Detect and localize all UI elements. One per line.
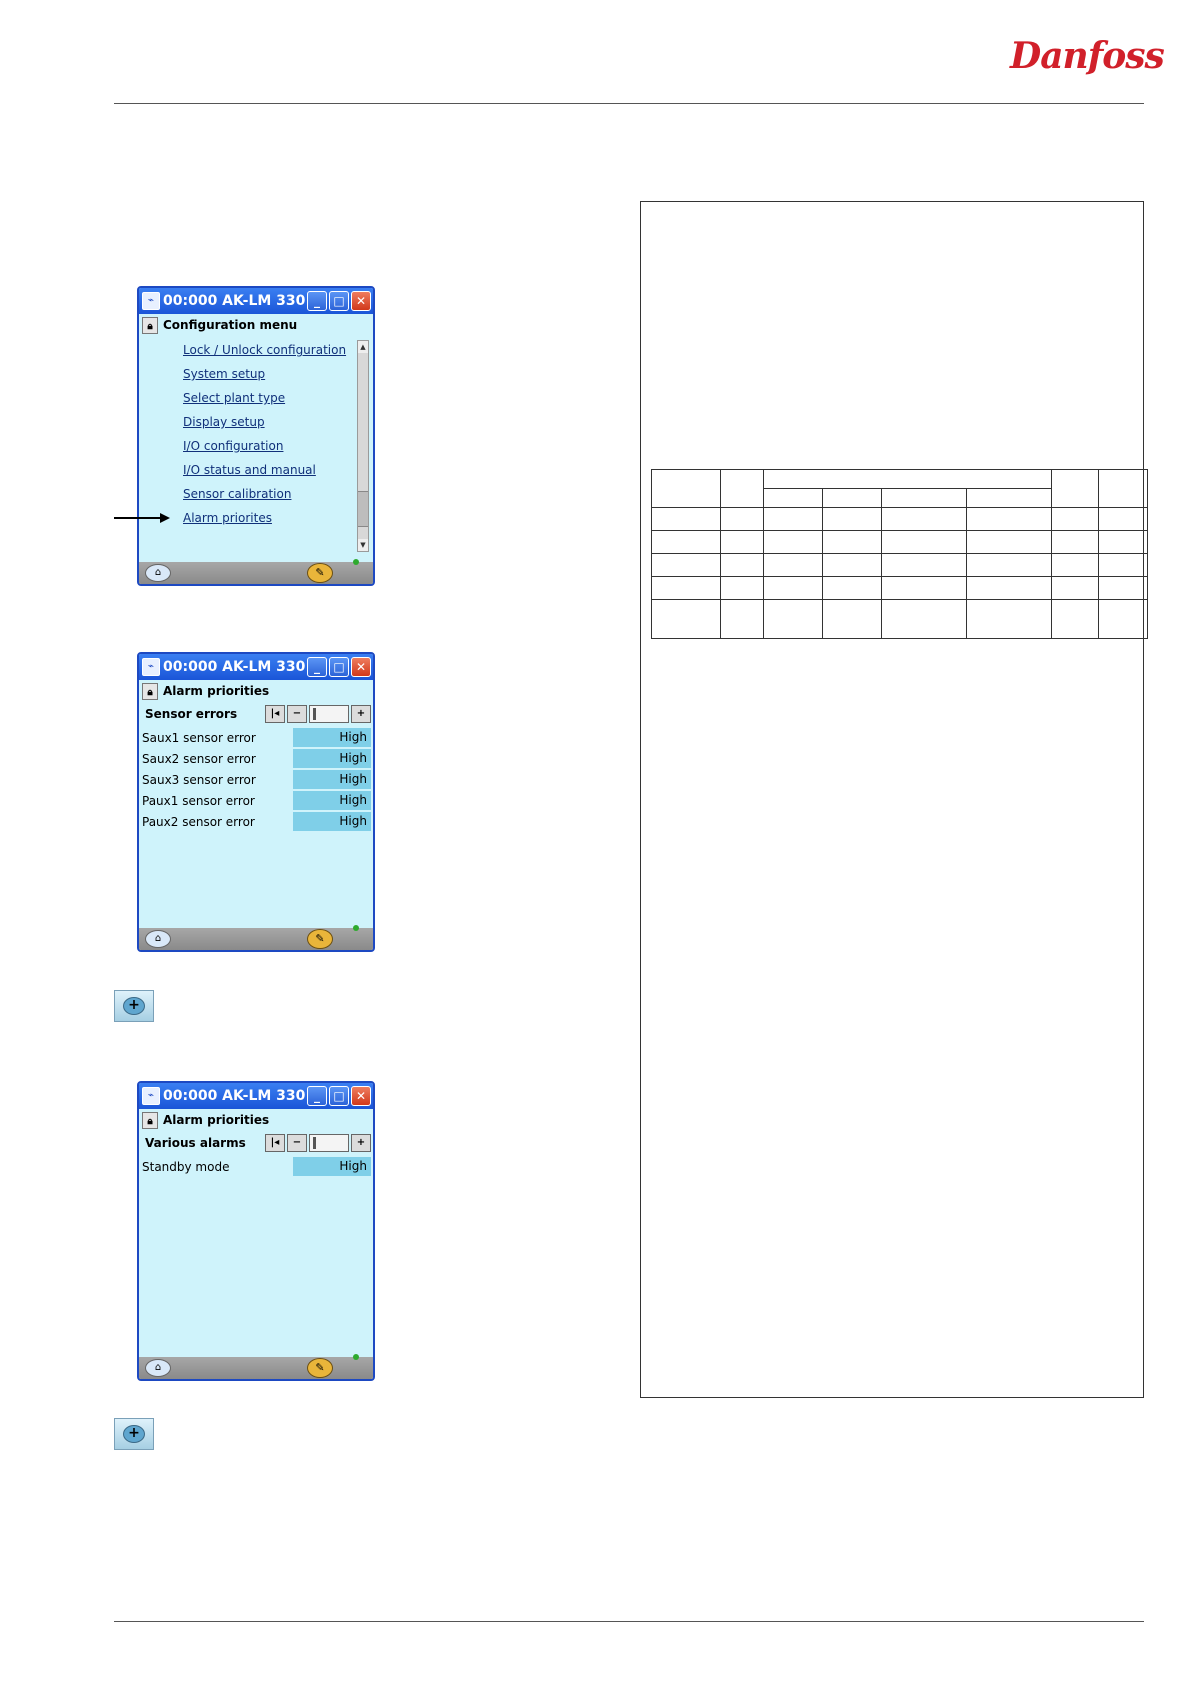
thermostat-icon: ⌁ [142, 292, 160, 310]
table-cell [1052, 531, 1099, 554]
table-cell [882, 531, 967, 554]
list-item [142, 769, 371, 790]
group-title: Sensor errors [145, 707, 238, 721]
table-cell [967, 600, 1052, 639]
maximize-icon[interactable]: □ [329, 657, 349, 677]
empty-table [651, 469, 1148, 639]
table-cell [721, 508, 764, 531]
window-title: 00:000 AK-LM 330 [163, 293, 306, 309]
status-led-icon [353, 1354, 359, 1360]
pointer-arrow-head [160, 513, 170, 523]
table-row [652, 577, 1148, 600]
priority-value[interactable]: High [293, 749, 371, 768]
table-cell [721, 470, 764, 508]
pointer-arrow-line [114, 517, 160, 519]
table-cell [823, 489, 882, 508]
scroll-thumb[interactable] [358, 491, 368, 527]
table-cell [967, 508, 1052, 531]
window-titlebar[interactable] [139, 654, 373, 680]
group-title: Various alarms [145, 1136, 246, 1150]
menu-header-label: Configuration menu [163, 318, 298, 332]
menu-header-label: Alarm priorities [163, 1113, 270, 1127]
header-rule [114, 103, 1144, 104]
window-statusbar [139, 1357, 373, 1379]
window-title: 00:000 AK-LM 330 [163, 659, 306, 675]
row-label: Paux1 sensor error [142, 793, 255, 808]
page-track[interactable] [309, 1134, 349, 1152]
wrench-icon[interactable]: ✎ [307, 563, 333, 583]
danfoss-logo-text: Danfoss [1010, 35, 1164, 77]
window-titlebar[interactable] [139, 288, 373, 314]
plus-next-icon: + [123, 1425, 145, 1443]
row-label: Saux1 sensor error [142, 730, 256, 745]
status-led-icon [353, 559, 359, 565]
window-title: 00:000 AK-LM 330 [163, 1088, 306, 1104]
table-cell [764, 531, 823, 554]
table-cell [882, 577, 967, 600]
wrench-icon[interactable]: ✎ [307, 1358, 333, 1378]
menu-header [139, 314, 373, 336]
table-row [652, 531, 1148, 554]
menu-item-sensor-calibration[interactable]: Sensor calibration [183, 487, 292, 501]
lock-icon[interactable]: 🔒︎ [142, 317, 158, 334]
table-cell [1052, 508, 1099, 531]
table-cell [1052, 600, 1099, 639]
table-cell [967, 531, 1052, 554]
priority-value[interactable]: High [293, 728, 371, 747]
menu-scrollbar[interactable] [357, 340, 369, 552]
wrench-icon[interactable]: ✎ [307, 929, 333, 949]
priority-value[interactable]: High [293, 812, 371, 831]
priority-value[interactable]: High [293, 770, 371, 789]
next-group-button[interactable] [114, 990, 154, 1022]
next-page-icon[interactable]: + [351, 1134, 371, 1152]
footer-rule [114, 1621, 1144, 1622]
priority-value[interactable]: High [293, 791, 371, 810]
table-cell [1099, 531, 1148, 554]
table-cell [1099, 577, 1148, 600]
info-panel [640, 201, 1144, 1398]
table-cell [721, 531, 764, 554]
table-cell [882, 600, 967, 639]
menu-item-display-setup[interactable]: Display setup [183, 415, 265, 429]
table-cell [721, 554, 764, 577]
table-cell [652, 470, 721, 508]
table-cell [764, 554, 823, 577]
config-menu-window [137, 286, 375, 586]
menu-header [139, 1109, 373, 1131]
list-item [142, 790, 371, 811]
table-row [652, 554, 1148, 577]
table-cell [823, 600, 882, 639]
list-item [142, 748, 371, 769]
list-item [142, 811, 371, 832]
lock-icon[interactable]: 🔒︎ [142, 1112, 158, 1129]
menu-item-alarm-priorities[interactable]: Alarm priorites [183, 511, 272, 525]
menu-item-system-setup[interactable]: System setup [183, 367, 266, 381]
minimize-icon[interactable]: _ [307, 291, 327, 311]
plus-next-icon: + [123, 997, 145, 1015]
home-icon[interactable]: ⌂ [145, 1359, 171, 1377]
table-cell [652, 531, 721, 554]
list-item [142, 1156, 371, 1177]
table-cell [882, 554, 967, 577]
table-cell [823, 554, 882, 577]
menu-item-lock-unlock[interactable]: Lock / Unlock configuration [183, 343, 347, 357]
row-label: Paux2 sensor error [142, 814, 255, 829]
row-label: Saux2 sensor error [142, 751, 256, 766]
next-page-icon[interactable]: + [351, 705, 371, 723]
list-item [142, 727, 371, 748]
first-page-icon[interactable]: |◂ [265, 705, 285, 723]
maximize-icon[interactable]: □ [329, 291, 349, 311]
home-icon[interactable]: ⌂ [145, 930, 171, 948]
table-cell [652, 600, 721, 639]
menu-item-plant-type[interactable]: Select plant type [183, 391, 286, 405]
table-cell [1099, 508, 1148, 531]
row-label: Saux3 sensor error [142, 772, 256, 787]
table-cell [882, 489, 967, 508]
next-group-button[interactable] [114, 1418, 154, 1450]
prev-page-icon[interactable]: − [287, 705, 307, 723]
status-led-icon [353, 925, 359, 931]
table-cell [652, 508, 721, 531]
menu-header-label: Alarm priorities [163, 684, 270, 698]
window-statusbar [139, 562, 373, 584]
config-menu-list [183, 342, 346, 534]
various-alarms-window [137, 1081, 375, 1381]
minimize-icon[interactable]: _ [307, 1086, 327, 1106]
table-cell [1099, 470, 1148, 508]
table-row [652, 600, 1148, 639]
table-cell [764, 508, 823, 531]
table-row [652, 508, 1148, 531]
home-icon[interactable]: ⌂ [145, 564, 171, 582]
first-page-icon[interactable]: |◂ [265, 1134, 285, 1152]
page-track[interactable] [309, 705, 349, 723]
table-cell [764, 489, 823, 508]
table-cell [721, 577, 764, 600]
table-cell [721, 600, 764, 639]
table-cell [764, 470, 1052, 489]
thermostat-icon: ⌁ [142, 658, 160, 676]
maximize-icon[interactable]: □ [329, 1086, 349, 1106]
alarm-priority-list [142, 727, 371, 832]
menu-header [139, 680, 373, 702]
lock-icon[interactable]: 🔒︎ [142, 683, 158, 700]
table-cell [967, 577, 1052, 600]
close-icon[interactable]: ✕ [351, 291, 371, 311]
table-cell [1099, 554, 1148, 577]
table-cell [823, 508, 882, 531]
group-navigator [142, 704, 371, 724]
thermostat-icon: ⌁ [142, 1087, 160, 1105]
table-cell [652, 577, 721, 600]
group-navigator [142, 1133, 371, 1153]
table-cell [967, 554, 1052, 577]
scroll-up-icon[interactable]: ▲ [358, 341, 368, 353]
table-cell [652, 554, 721, 577]
table-cell [764, 600, 823, 639]
row-label: Standby mode [142, 1159, 230, 1174]
table-cell [1052, 577, 1099, 600]
window-titlebar[interactable] [139, 1083, 373, 1109]
danfoss-logo [1010, 35, 1164, 90]
window-statusbar [139, 928, 373, 950]
table-cell [823, 577, 882, 600]
table-cell [1052, 470, 1099, 508]
table-cell [1052, 554, 1099, 577]
table-cell [882, 508, 967, 531]
scroll-down-icon[interactable]: ▼ [358, 539, 368, 551]
sensor-errors-window [137, 652, 375, 952]
prev-page-icon[interactable]: − [287, 1134, 307, 1152]
menu-item-io-status[interactable]: I/O status and manual [183, 463, 316, 477]
table-cell [764, 577, 823, 600]
table-cell [1099, 600, 1148, 639]
close-icon[interactable]: ✕ [351, 657, 371, 677]
close-icon[interactable]: ✕ [351, 1086, 371, 1106]
table-cell [823, 531, 882, 554]
menu-item-io-config[interactable]: I/O configuration [183, 439, 284, 453]
table-row [652, 470, 1148, 489]
table-cell [967, 489, 1052, 508]
priority-value[interactable]: High [293, 1157, 371, 1176]
alarm-priority-list [142, 1156, 371, 1177]
minimize-icon[interactable]: _ [307, 657, 327, 677]
